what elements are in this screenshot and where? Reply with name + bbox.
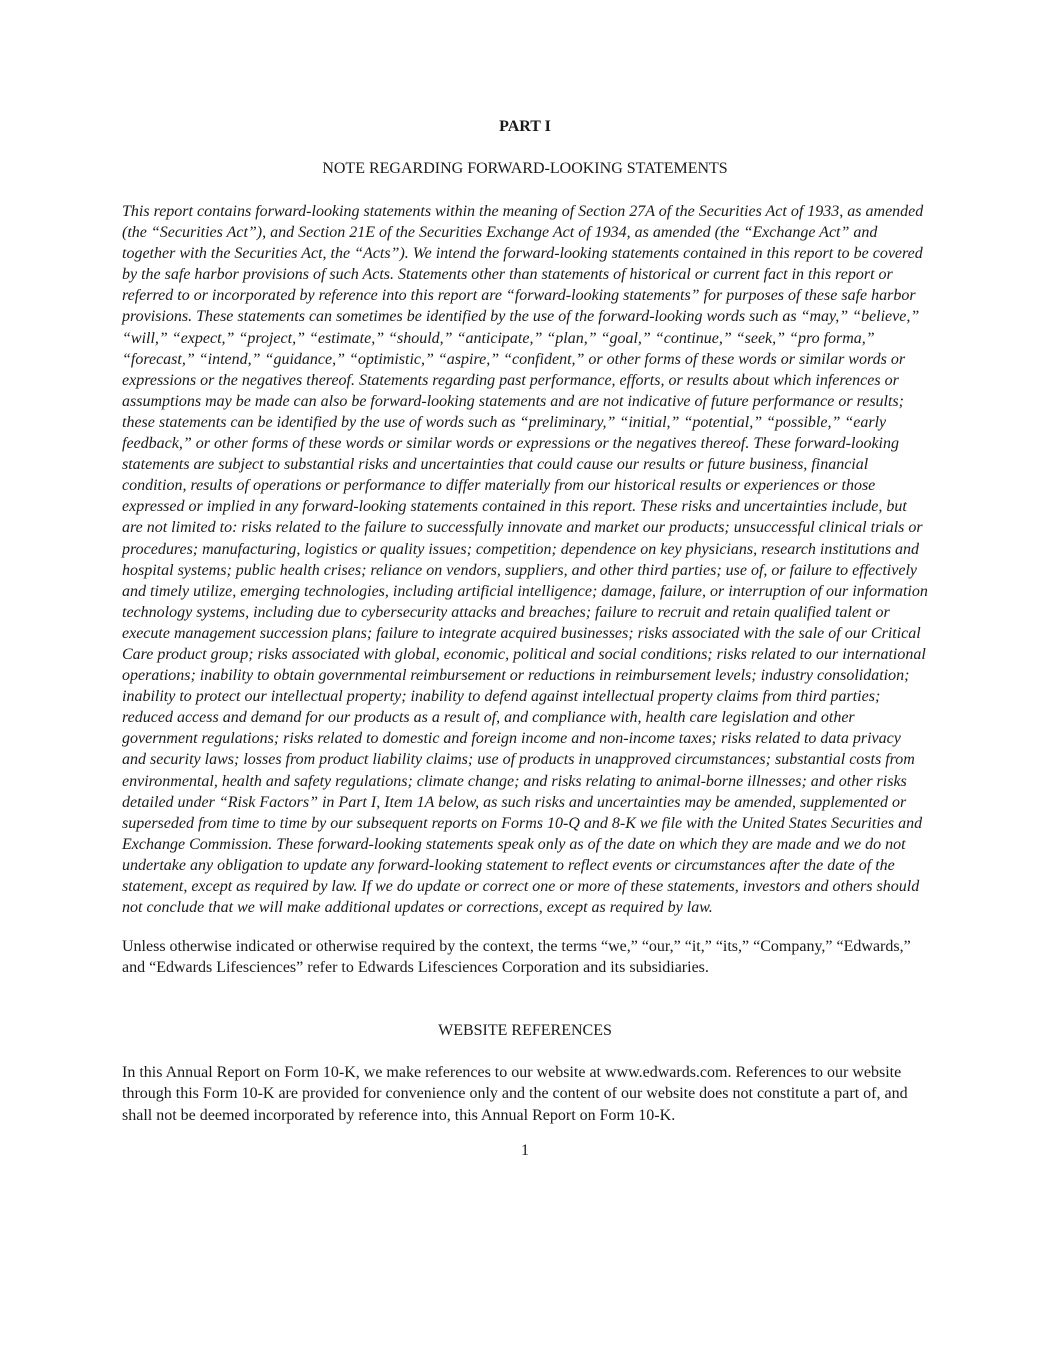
website-references-paragraph: In this Annual Report on Form 10-K, we make references to our website at www.edwards.com. References to our website through this Form 10-K are provided for convenience only and the content of our website does not constitute a part of, and shall not be deemed incorporated by reference into, this Annual Report on Form 10-K. xyxy=(122,1064,908,1124)
part-heading: PART I xyxy=(499,118,551,135)
forward-looking-heading: NOTE REGARDING FORWARD-LOOKING STATEMENTS xyxy=(322,160,728,177)
website-references-heading: WEBSITE REFERENCES xyxy=(438,1022,612,1040)
definitions-paragraph: Unless otherwise indicated or otherwise required by the context, the terms “we,” “our,” “it,” “its,” “Company,” “Edwards,” and “Edwards Lifesciences” refer to Edwards Lifesciences Corporation and its subsidiaries. xyxy=(122,938,911,977)
forward-looking-paragraph: This report contains forward-looking statements within the meaning of Section 27A of the Securities Act of 1933, as amended (the “Securities Act”), and Section 21E of the Securities Exchange Act of 1934, as amended (the “Exchange Act” and together with the Securities Act, the “Acts”). We intend the forward-looking statements contained in this report to be covered by the safe harbor provisions of such Acts. Statements other than statements of historical or current fact in this report or referred to or incorporated by reference into this report are “forward-looking statements” for purposes of these safe harbor provisions. These statements can sometimes be identified by the use of the forward-looking words such as “may,” “believe,” “will,” “expect,” “project,” “estimate,” “should,” “anticipate,” “plan,” “goal,” “continue,” “seek,” “pro forma,” “forecast,” “intend,” “guidance,” “optimistic,” “aspire,” “confident,” or other forms of these words or similar words or expressions or the negatives thereof. Statements regarding past performance, efforts, or results about which inferences or assumptions may be made can also be forward-looking statements and are not indicative of future performance or results; these statements can be identified by the use of words such as “preliminary,” “initial,” “potential,” “possible,” “early feedback,” or other forms of these words or similar words or expressions or the negatives thereof. These forward-looking statements are subject to substantial risks and uncertainties that could cause our results or future business, financial condition, results of operations or performance to differ materially from our historical results or experiences or those expressed or implied in any forward-looking statements contained in this report. These risks and uncertainties include, but are not limited to: risks related to the failure to successfully innovate and market our products; unsuccessful clinical trials or procedures; manufacturing, logistics or quality issues; competition; dependence on key physicians, research institutions and hospital systems; public health crises; reliance on vendors, suppliers, and other third parties; use of, or failure to effectively and timely utilize, emerging technologies, including artificial intelligence; damage, failure, or interruption of our information technology systems, including due to cybersecurity attacks and breaches; failure to recruit and retain qualified talent or execute management succession plans; failure to integrate acquired businesses; risks associated with the sale of our Critical Care product group; risks associated with global, economic, political and social conditions; risks related to our international operations; inability to obtain governmental reimbursement or reductions in reimbursement levels; industry consolidation; inability to protect our intellectual property; inability to defend against intellectual property claims from third parties; reduced access and demand for our products as a result of, and compliance with, health care legislation and other government regulations; risks related to domestic and foreign income and non-income taxes; risks related to data privacy and security laws; losses from product liability claims; use of products in unapproved circumstances; substantial costs from environmental, health and safety regulations; climate change; and risks relating to animal-borne illnesses; and other risks detailed under “Risk Factors” in Part I, Item 1A below, as such risks and uncertainties may be amended, supplemented or superseded from time to time by our subsequent reports on Forms 10-Q and 8-K we file with the United States Securities and Exchange Commission. These forward-looking statements speak only as of the date on which they are made and we do not undertake any obligation to update any forward-looking statement to reflect events or circumstances after the date of the statement, except as required by law. If we do update or correct one or more of these statements, investors and others should not conclude that we will make additional updates or corrections, except as required by law. xyxy=(122,203,928,917)
page-number: 1 xyxy=(521,1141,529,1159)
document-page xyxy=(122,116,928,1161)
